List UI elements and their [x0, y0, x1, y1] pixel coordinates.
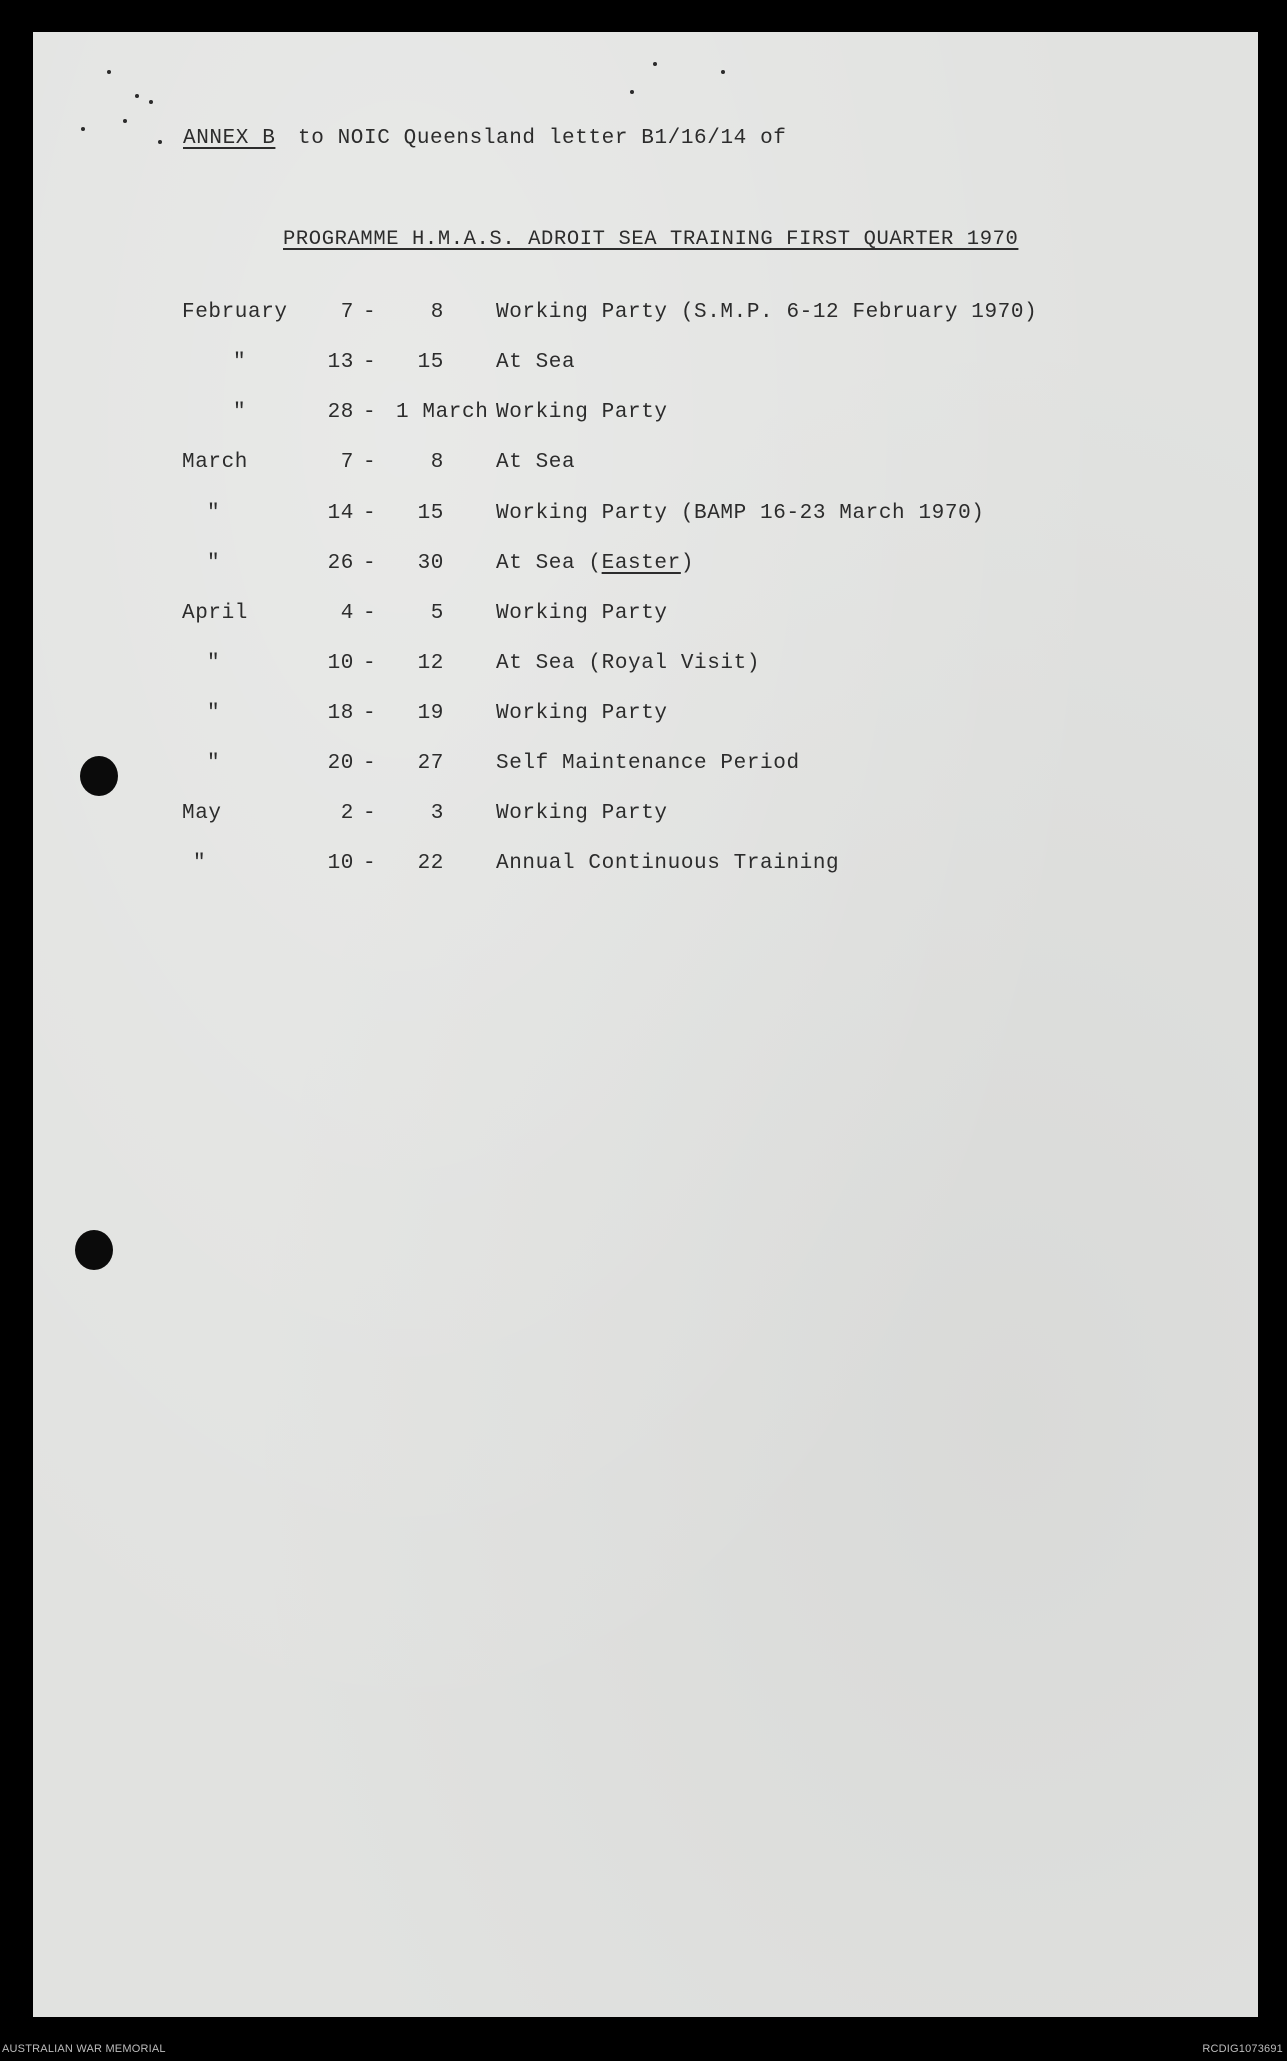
row-end-date: 1 March [396, 401, 489, 424]
schedule-row [33, 553, 1258, 583]
schedule-row [33, 352, 1258, 382]
row-end-day: 12 [417, 652, 444, 675]
row-start-day: 7 [340, 451, 354, 474]
row-activity: Working Party [496, 602, 668, 625]
row-end-day: 15 [417, 502, 444, 525]
paper-speck [630, 90, 634, 94]
row-start-day: 4 [340, 602, 354, 625]
row-activity-underlined: Easter [601, 552, 681, 575]
row-separator: - [363, 752, 377, 775]
row-month-ditto: " [207, 552, 221, 575]
footer-item-id: RCDIG1073691 [1202, 2043, 1283, 2055]
row-month-ditto: " [207, 502, 221, 525]
row-separator: - [363, 301, 377, 324]
row-end-day: 8 [430, 451, 444, 474]
row-month: March [182, 451, 249, 474]
row-start-day: 10 [327, 652, 354, 675]
document-title: PROGRAMME H.M.A.S. ADROIT SEA TRAINING FIRST QUARTER 1970 [283, 228, 1019, 251]
paper-speck [158, 140, 162, 144]
row-activity: At Sea (Royal Visit) [496, 652, 761, 675]
row-activity-text: At Sea ( [496, 552, 602, 575]
row-end-day: 19 [417, 702, 444, 725]
row-end-day: 8 [430, 301, 444, 324]
row-month-ditto: " [233, 401, 247, 424]
row-month-ditto: " [207, 702, 221, 725]
paper-speck [721, 70, 725, 74]
schedule-row [33, 703, 1258, 733]
paper-speck [149, 100, 153, 104]
row-month-ditto: " [193, 852, 207, 875]
punch-hole-lower [75, 1230, 113, 1270]
paper-speck [81, 127, 85, 131]
schedule-row [33, 653, 1258, 683]
row-separator: - [363, 401, 377, 424]
row-activity: Working Party (BAMP 16-23 March 1970) [496, 502, 985, 525]
schedule-row [33, 603, 1258, 633]
row-activity: Working Party [496, 702, 668, 725]
row-separator: - [363, 351, 377, 374]
row-end-day: 22 [417, 852, 444, 875]
row-start-day: 18 [327, 702, 354, 725]
row-start-day: 28 [327, 401, 354, 424]
row-activity: At Sea [496, 451, 576, 474]
row-separator: - [363, 502, 377, 525]
annex-label: ANNEX B [183, 127, 276, 150]
footer-source-label: AUSTRALIAN WAR MEMORIAL [2, 2043, 166, 2055]
schedule-row [33, 302, 1258, 332]
row-separator: - [363, 702, 377, 725]
row-separator: - [363, 451, 377, 474]
schedule-row [33, 402, 1258, 432]
schedule-row [33, 503, 1258, 533]
row-end-day: 30 [417, 552, 444, 575]
row-end-day: 5 [430, 602, 444, 625]
row-activity: Working Party [496, 401, 668, 424]
row-month-ditto: " [207, 652, 221, 675]
row-start-day: 7 [340, 301, 354, 324]
row-start-day: 20 [327, 752, 354, 775]
document-page [33, 32, 1258, 2017]
schedule-row [33, 853, 1258, 883]
row-end-day: 3 [430, 802, 444, 825]
row-separator: - [363, 802, 377, 825]
annex-reference: to NOIC Queensland letter B1/16/14 of [298, 127, 787, 150]
row-start-day: 26 [327, 552, 354, 575]
row-separator: - [363, 652, 377, 675]
row-activity: Self Maintenance Period [496, 752, 800, 775]
row-separator: - [363, 602, 377, 625]
row-activity: Annual Continuous Training [496, 852, 840, 875]
row-activity: Working Party [496, 802, 668, 825]
schedule-row [33, 753, 1258, 783]
row-end-day: 15 [417, 351, 444, 374]
row-activity [496, 553, 694, 574]
row-separator: - [363, 852, 377, 875]
row-end-day: 27 [417, 752, 444, 775]
row-month-ditto: " [233, 351, 247, 374]
row-start-day: 13 [327, 351, 354, 374]
paper-speck [107, 70, 111, 74]
paper-speck [123, 119, 127, 123]
row-start-day: 14 [327, 502, 354, 525]
row-activity-close: ) [680, 552, 695, 575]
row-activity: At Sea [496, 351, 576, 374]
paper-speck [653, 62, 657, 66]
row-start-day: 2 [340, 802, 354, 825]
row-month-ditto: " [207, 752, 221, 775]
row-activity: Working Party (S.M.P. 6-12 February 1970) [496, 301, 1038, 324]
row-separator: - [363, 552, 377, 575]
schedule-row [33, 803, 1258, 833]
paper-speck [135, 94, 139, 98]
schedule-row [33, 452, 1258, 482]
row-month: February [182, 301, 288, 324]
row-month: April [182, 602, 249, 625]
row-month: May [182, 802, 222, 825]
row-start-day: 10 [327, 852, 354, 875]
